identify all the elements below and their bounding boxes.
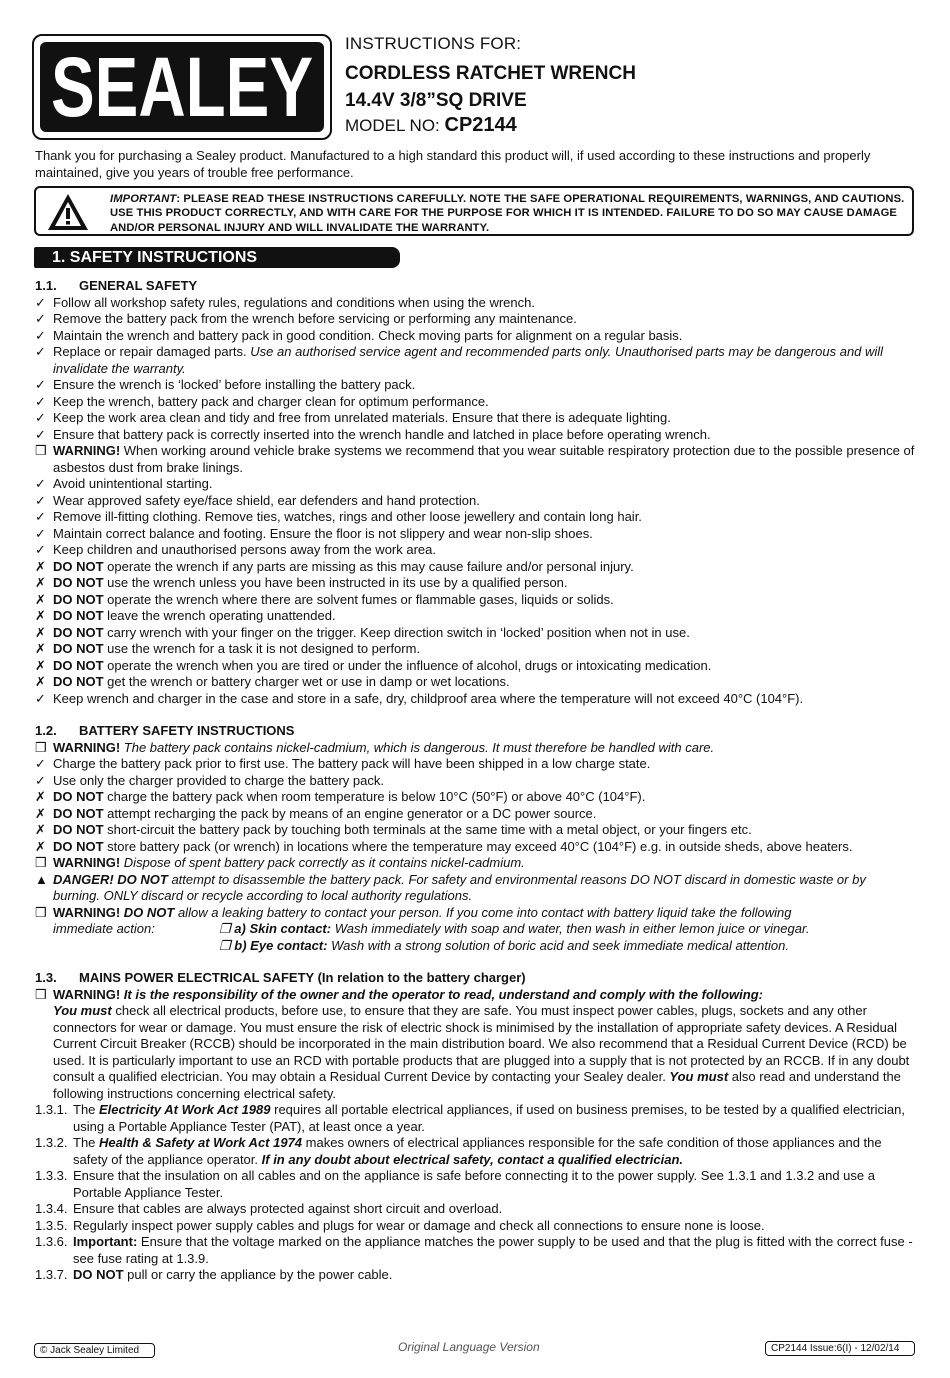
bullet-icon: ✓ <box>35 492 46 508</box>
list-item: ✓ Charge the battery pack prior to first use. The battery pack will have been shipped in a low charge state. <box>35 756 651 771</box>
bullet-icon: ✗ <box>35 805 46 821</box>
immediate-action-label: immediate action: <box>53 921 155 936</box>
bullet-icon: ✓ <box>35 426 46 442</box>
bullet-icon: ✗ <box>35 674 46 689</box>
important-notice <box>34 186 914 236</box>
immediate-action: immediate action: ❒ a) Skin contact: Wash immediately with soap and water, then wash in either lemon juice or vinegar. ❒ b) Eye contact: Wash with a strong solution of boric acid and seek immediate medical attention. <box>53 921 810 953</box>
bullet-icon: ✓ <box>35 476 46 491</box>
list-item: ✓ Keep children and unauthorised persons away from the work area. <box>35 542 436 557</box>
item-number: 1.3.2. <box>35 1135 68 1150</box>
document-body <box>35 278 915 1284</box>
item-number: 1.3.5. <box>35 1217 68 1233</box>
important-text <box>110 192 910 235</box>
intro-text: Thank you for purchasing a Sealey product. Manufactured to a high standard this product will, if used according to these instructions and properly maintained, give you years of trouble free performance. <box>35 148 871 180</box>
list-item: ✗ DO NOT attempt recharging the pack by means of an engine generator or a DC power source. <box>35 805 597 821</box>
list-item: ✓ Maintain correct balance and footing. Ensure the floor is not slippery and wear non-slip shoes. <box>35 525 593 541</box>
model-line <box>345 114 636 137</box>
language-note: Original Language Version <box>398 1340 540 1354</box>
general-safety-list <box>35 295 915 708</box>
list-item: ✓ Keep the work area clean and tidy and free from unrelated materials. Ensure that there is adequate lighting. <box>35 410 671 425</box>
bullet-icon: ✓ <box>35 542 46 557</box>
list-item: ✓ Remove ill-fitting clothing. Remove ties, watches, rings and other loose jewellery and contain long hair. <box>35 509 642 524</box>
bullet-icon: ✗ <box>35 624 46 640</box>
danger-triangle-icon: ▲ <box>35 871 48 887</box>
bullet-icon: ✗ <box>35 591 46 607</box>
bullet-icon: ✗ <box>35 822 46 837</box>
list-item: ✗ DO NOT short-circuit the battery pack by touching both terminals at the same time with a metal object, or your fingers etc. <box>35 822 752 837</box>
list-item: ✗ DO NOT leave the wrench operating unattended. <box>35 608 336 623</box>
bullet-icon: ✗ <box>35 838 46 854</box>
list-item: ✗ DO NOT charge the battery pack when room temperature is below 10°C (50°F) or above 40°C (104°F). <box>35 789 646 804</box>
leak-warning-item: ❒ WARNING! DO NOT allow a leaking battery to contact your person. If you come into contact with battery liquid take the following <box>35 904 792 920</box>
bullet-icon: ✓ <box>35 294 46 310</box>
bullet-icon: ❒ <box>35 855 47 870</box>
bullet-icon: ✗ <box>35 641 46 656</box>
bullet-icon: ✗ <box>35 575 46 590</box>
list-item: ✗ DO NOT use the wrench for a task it is not designed to perform. <box>35 641 421 656</box>
bullet-icon: ✓ <box>35 690 46 706</box>
important-body: : PLEASE READ THESE INSTRUCTIONS CAREFULLY. NOTE THE SAFE OPERATIONAL REQUIREMENTS, WARNINGS, AND CAUTIONS. USE THIS PRODUCT CORRECTLY, AND WITH CARE FOR THE PURPOSE FOR WHICH IT IS INTENDED. FAILURE TO DO SO MAY CAUSE DAMAGE AND/OR PERSONAL INJURY AND WILL INVALIDATE THE WARRANTY. <box>110 193 905 234</box>
bullet-icon: ✓ <box>35 327 46 343</box>
bullet-icon: ✓ <box>35 393 46 409</box>
list-item: ❒ WARNING! The battery pack contains nickel-cadmium, which is dangerous. It must therefore be handled with care. <box>35 739 715 755</box>
bullet-icon: ❒ <box>35 739 47 755</box>
numbered-item: 1.3.4. Ensure that cables are always protected against short circuit and overload. <box>35 1201 503 1216</box>
numbered-item: 1.3.5. Regularly inspect power supply cables and plugs for wear or damage and check all connections to ensure none is loose. <box>35 1217 765 1233</box>
copyright-badge: © Jack Sealey Limited <box>34 1343 155 1358</box>
model-number: CP2144 <box>444 114 517 136</box>
instructions-for: INSTRUCTIONS FOR: <box>345 34 522 53</box>
bullet-icon: ✓ <box>35 772 46 788</box>
bullet-icon: ✓ <box>35 377 46 392</box>
list-item: ✗ DO NOT operate the wrench if any parts are missing as this may cause failure and/or personal injury. <box>35 558 634 574</box>
section-title: 1. SAFETY INSTRUCTIONS <box>34 247 400 268</box>
mains-paragraph: You must check all electrical products, before use, to ensure that they are safe. You must inspect power cables, plugs, sockets and any other connectors for wear or damage. You must ensure the risk of electric shock is minimised by the installation of appropriate safety devices. A Residual Current Circuit Breaker (RCCB) should be incorporated in the main distribution board. We also recommend that a Residual Current Device (RCD) be used. It is particularly important to use an RCD with portable products that are plugged into a supply that is not protected by an RCCB. If in any doubt consult a qualified electrician. You may obtain a Residual Current Device by contacting your Sealey dealer. You must also read and understand the following instructions concerning electrical safety. <box>53 1003 910 1101</box>
bullet-icon: ✗ <box>35 558 46 574</box>
list-item: ✓ Replace or repair damaged parts. Use an authorised service agent and recommended parts only. Unauthorised parts may be dangerous and will invalidate the warranty. <box>35 344 884 376</box>
mains-warning: ❒ WARNING! It is the responsibility of the owner and the operator to read, understand and comply with the following: <box>35 986 763 1002</box>
list-item: ✗ DO NOT operate the wrench when you are tired or under the influence of alcohol, drugs or intoxicating medication. <box>35 657 712 673</box>
svg-text:SEALEY: SEALEY <box>51 46 313 128</box>
list-item: ✓ Follow all workshop safety rules, regulations and conditions when using the wrench. <box>35 294 535 310</box>
list-item: ✓ Maintain the wrench and battery pack in good condition. Check moving parts for alignment on a regular basis. <box>35 327 683 343</box>
model-label: MODEL NO: <box>345 116 440 135</box>
battery-safety-list <box>35 740 915 872</box>
list-item: ✓ Ensure that battery pack is correctly inserted into the wrench handle and latched in place before operating wrench. <box>35 426 711 442</box>
subsection-heading-1-3: 1.3. MAINS POWER ELECTRICAL SAFETY (In relation to the battery charger) <box>35 970 526 985</box>
sealey-wordmark <box>44 46 320 128</box>
list-item: ✓ Use only the charger provided to charge the battery pack. <box>35 772 384 788</box>
item-number: 1.3.4. <box>35 1201 68 1216</box>
list-item: ✗ DO NOT store battery pack (or wrench) in locations where the temperature may exceed 40°C (104°F) e.g. in outside sheds, above heaters. <box>35 838 853 854</box>
bullet-icon: ✗ <box>35 657 46 673</box>
bullet-icon: ✓ <box>35 525 46 541</box>
numbered-item: 1.3.7. DO NOT pull or carry the appliance by the power cable. <box>35 1267 393 1282</box>
item-number: 1.3.1. <box>35 1102 68 1117</box>
numbered-item: 1.3.1. The Electricity At Work Act 1989 requires all portable electrical appliances, if used on business premises, to be tested by a qualified electrician, using a Portable Appliance Tester (PAT), at least once a year. <box>35 1102 905 1134</box>
sealey-logo <box>32 34 332 140</box>
list-item: ✗ DO NOT operate the wrench where there are solvent fumes or flammable gases, liquids or solids. <box>35 591 614 607</box>
item-number: 1.3.7. <box>35 1267 68 1282</box>
bullet-icon: ✗ <box>35 608 46 623</box>
bullet-icon: ✗ <box>35 789 46 804</box>
numbered-item: 1.3.3. Ensure that the insulation on all cables and on the appliance is safe before connecting it to the power supply. See 1.3.1 and 1.3.2 and use a Portable Appliance Tester. <box>35 1168 875 1200</box>
product-title: CORDLESS RATCHET WRENCH <box>345 63 636 84</box>
checkbox-icon: ❒ <box>35 904 47 920</box>
subsection-heading-1-2: 1.2. BATTERY SAFETY INSTRUCTIONS <box>35 723 295 738</box>
bullet-icon: ✓ <box>35 509 46 524</box>
issue-badge: CP2144 Issue:6(I) - 12/02/14 <box>765 1341 915 1356</box>
important-label: IMPORTANT <box>110 193 177 205</box>
checkbox-icon: ❒ <box>35 986 47 1002</box>
danger-item: ▲ DANGER! DO NOT attempt to disassemble the battery pack. For safety and environmental reasons DO NOT discard in domestic waste or by burning. ONLY discard or recycle according to local authority regulations. <box>35 871 866 903</box>
list-item: ✓ Avoid unintentional starting. <box>35 476 213 491</box>
checkbox-icon: ❒ <box>219 921 231 936</box>
mains-safety-list <box>35 1102 915 1284</box>
bullet-icon: ✓ <box>35 410 46 425</box>
subsection-heading-1-1: 1.1. GENERAL SAFETY <box>35 278 198 293</box>
checkbox-icon: ❒ <box>219 937 231 953</box>
bullet-icon: ✓ <box>35 311 46 326</box>
title-block <box>345 34 636 137</box>
bullet-icon: ❒ <box>35 443 47 458</box>
bullet-icon: ✓ <box>35 344 46 359</box>
list-item: ✓ Keep the wrench, battery pack and charger clean for optimum performance. <box>35 393 489 409</box>
list-item: ✗ DO NOT carry wrench with your finger on the trigger. Keep direction switch in ‘locked’ position when not in use. <box>35 624 690 640</box>
bullet-icon: ✓ <box>35 756 46 771</box>
list-item: ✗ DO NOT use the wrench unless you have been instructed in its use by a qualified person. <box>35 575 568 590</box>
list-item: ✓ Keep wrench and charger in the case and store in a safe, dry, childproof area where the temperature will not exceed 40°C (104°F). <box>35 690 804 706</box>
numbered-item: 1.3.6. Important: Ensure that the voltage marked on the appliance matches the power supply to be used and that the plug is fitted with the correct fuse - see fuse rating at 1.3.9. <box>35 1234 913 1266</box>
item-number: 1.3.6. <box>35 1234 68 1249</box>
list-item: ✓ Remove the battery pack from the wrench before servicing or performing any maintenance. <box>35 311 577 326</box>
list-item: ✗ DO NOT get the wrench or battery charger wet or use in damp or wet locations. <box>35 674 510 689</box>
list-item: ❒ WARNING! Dispose of spent battery pack correctly as it contains nickel-cadmium. <box>35 855 525 870</box>
item-number: 1.3.3. <box>35 1168 68 1183</box>
numbered-item: 1.3.2. The Health & Safety at Work Act 1974 makes owners of electrical appliances responsible for the safe condition of those appliances and the safety of the appliance operator. If in any doubt about electrical safety, contact a qualified electrician. <box>35 1135 882 1167</box>
list-item: ✓ Ensure the wrench is ‘locked’ before installing the battery pack. <box>35 377 416 392</box>
list-item: ✓ Wear approved safety eye/face shield, ear defenders and hand protection. <box>35 492 480 508</box>
list-item: ❒ WARNING! When working around vehicle brake systems we recommend that you wear suitable respiratory protection due to the possible presence of asbestos dust from brake linings. <box>35 443 915 475</box>
warning-triangle-icon <box>46 192 90 232</box>
product-drive: 14.4V 3/8”SQ DRIVE <box>345 90 527 111</box>
